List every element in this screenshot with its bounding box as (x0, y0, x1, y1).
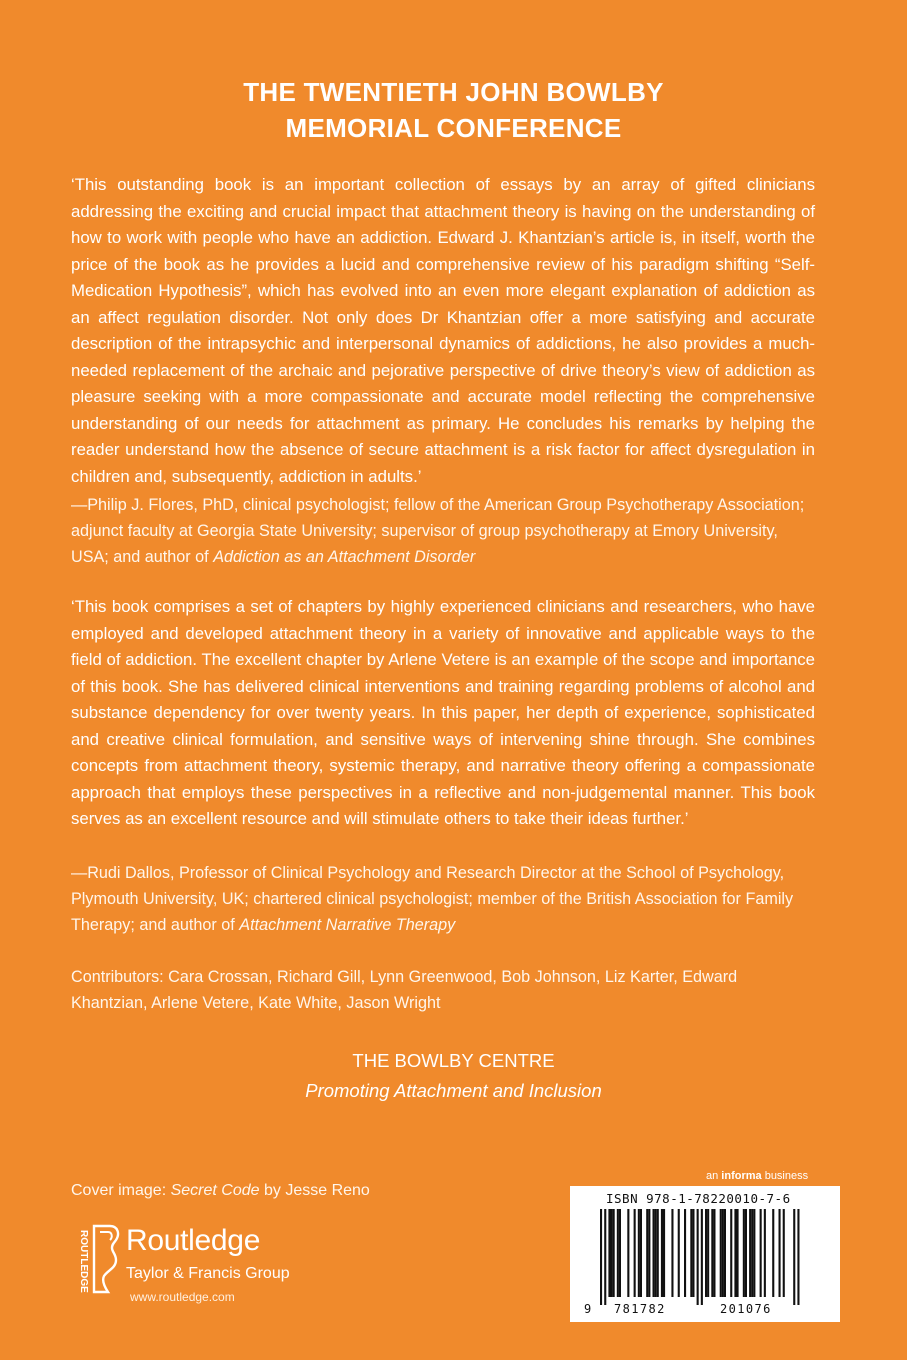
isbn-label: ISBN 978-1-78220010-7-6 (606, 1191, 791, 1206)
barcode-bar (701, 1209, 703, 1305)
taylor-francis-group: Taylor & Francis Group (126, 1265, 290, 1282)
barcode-bar (655, 1209, 657, 1297)
barcode-bar (783, 1209, 785, 1297)
book-series-title (0, 74, 907, 146)
review-quote-1: ‘This outstanding book is an important collection of essays by an array of gifted clinicians addressing the exciting and crucial impact that attachment theory is having on the understanding of how to work with people who have an addiction. Edward J. Khantzian’s article is, in itself, worth the price of the book as he provides a lucid and comprehensive review of his paradigm shifting “Self-Medication Hypothesis”, which has evolved into an even more elegant explanation of addiction as an affect regulation disorder. Not only does Dr Khantzian offer a more satisfying and accurate description of the intrapsychic and interpersonal dynamics of addictions, he also provides a much-needed replacement of the archaic and pejorative perspective of drive theory’s view of addiction as pleasure seeking with a more compassionate and accurate model reflecting the comprehensive understanding of our needs for attachment as primary. He concludes his remarks by helping the reader understand how the absence of secure attachment is a risk factor for affect dysregulation in children and, subsequently, addiction in adults.’ (71, 175, 815, 486)
informa-business-label (706, 1170, 808, 1182)
barcode-bar (634, 1209, 636, 1297)
barcode-bar (619, 1209, 621, 1297)
barcode-bar (640, 1209, 642, 1297)
barcode-bar (772, 1209, 774, 1297)
barcode-bar (753, 1209, 755, 1297)
barcode-bar (648, 1209, 650, 1297)
barcode-bar (705, 1209, 707, 1297)
informa-suffix: business (761, 1170, 809, 1182)
barcode-bar (720, 1209, 722, 1297)
barcode-digits-left: 781782 (614, 1302, 666, 1316)
routledge-vertical-text: ROUTLEDGE (78, 1230, 89, 1293)
barcode-bar (745, 1209, 747, 1297)
barcode-bar (613, 1209, 615, 1297)
bowlby-centre-block (0, 1046, 907, 1106)
barcode-bar (663, 1209, 665, 1297)
isbn-barcode (570, 1186, 840, 1322)
barcode-bar (692, 1209, 694, 1297)
barcode-bar (697, 1209, 699, 1305)
barcode-bar (657, 1209, 659, 1297)
barcode-bar (734, 1209, 736, 1297)
barcode-bar (722, 1209, 724, 1297)
barcode-bar (793, 1209, 795, 1305)
barcode-digits-right: 201076 (720, 1302, 772, 1316)
review-quote-2: ‘This book comprises a set of chapters by highly experienced clinicians and researchers, who have employed and developed attachment theory in a variety of innovative and applicable ways to the field of addiction. The excellent chapter by Arlene Vetere is an example of the scope and importance of this book. She has delivered clinical interventions and training regarding problems of alcohol and substance dependency for over twenty years. In this paper, her depth of experience, sophisticated and creative clinical formulation, and sensitive ways of intervening shine through. She combines concepts from attachment theory, systemic therapy, and narrative theory offering a compassionate approach that employs these perspectives in a reflective and non-judgemental manner. This book serves as an excellent resource and will stimulate others to take their ideas further.’ (71, 597, 815, 828)
informa-bold: informa (721, 1170, 762, 1182)
cover-image-credit (71, 1182, 370, 1200)
barcode-bar (760, 1209, 762, 1297)
barcode-bar (743, 1209, 745, 1297)
barcode-bar (779, 1209, 781, 1297)
barcode-bar (737, 1209, 739, 1297)
review-attribution-2 (71, 860, 815, 938)
barcode-bar (764, 1209, 766, 1297)
barcode-bar (646, 1209, 648, 1297)
barcode-bar (638, 1209, 640, 1297)
barcode-digit-first: 9 (584, 1302, 593, 1316)
barcode-bar (617, 1209, 619, 1297)
contributors-list: Contributors: Cara Crossan, Richard Gill, Lynn Greenwood, Bob Johnson, Liz Karter, Edward Khantzian, Arlene Vetere, Kate White, Jason Wright (71, 968, 738, 1012)
routledge-brand-name: Routledge (126, 1224, 261, 1257)
barcode-bars (600, 1209, 812, 1309)
barcode-bar (724, 1209, 726, 1297)
barcode-bar (653, 1209, 655, 1297)
barcode-bar (600, 1209, 602, 1305)
barcode-bar (671, 1209, 673, 1297)
routledge-logo (66, 1222, 326, 1312)
barcode-bar (707, 1209, 709, 1297)
barcode-bar (713, 1209, 715, 1297)
centre-name: THE BOWLBY CENTRE (352, 1050, 555, 1071)
attribution-1-text: —Philip J. Flores, PhD, clinical psychologist; fellow of the American Group Psychotherapy Association; adjunct faculty at Georgia State University; supervisor of group psychotherapy at Emory University, USA; and author of (71, 496, 805, 566)
barcode-bar (749, 1209, 751, 1297)
barcode-bar (690, 1209, 692, 1297)
barcode-bar (711, 1209, 713, 1297)
barcode-bar (627, 1209, 629, 1297)
barcode-bar (684, 1209, 686, 1297)
barcode-bar (611, 1209, 613, 1297)
barcode-bar (678, 1209, 680, 1297)
cover-credit-suffix: by Jesse Reno (259, 1182, 370, 1199)
barcode-bar (661, 1209, 663, 1297)
review-attribution-1 (71, 492, 815, 570)
title-line-2: MEMORIAL CONFERENCE (285, 113, 622, 143)
barcode-bar (604, 1209, 606, 1305)
cover-credit-prefix: Cover image: (71, 1182, 171, 1199)
barcode-bar (797, 1209, 799, 1305)
barcode-bar (751, 1209, 753, 1297)
cover-credit-work: Secret Code (170, 1182, 260, 1199)
attribution-2-work: Attachment Narrative Therapy (239, 916, 456, 934)
title-line-1: THE TWENTIETH JOHN BOWLBY (243, 77, 664, 107)
barcode-bar (730, 1209, 732, 1297)
centre-tagline: Promoting Attachment and Inclusion (305, 1080, 602, 1101)
attribution-2-text: —Rudi Dallos, Professor of Clinical Psychology and Research Director at the School of Psychology, Plymouth University, UK; chartered clinical psychologist; member of the British Association for Family Therapy; and author of (71, 864, 794, 934)
publisher-url[interactable]: www.routledge.com (130, 1290, 235, 1304)
informa-prefix: an (706, 1170, 722, 1182)
attribution-1-work: Addiction as an Attachment Disorder (213, 548, 476, 566)
routledge-head-icon (90, 1224, 122, 1294)
routledge-vertical-wordmark (66, 1222, 89, 1312)
barcode-bar (608, 1209, 610, 1297)
